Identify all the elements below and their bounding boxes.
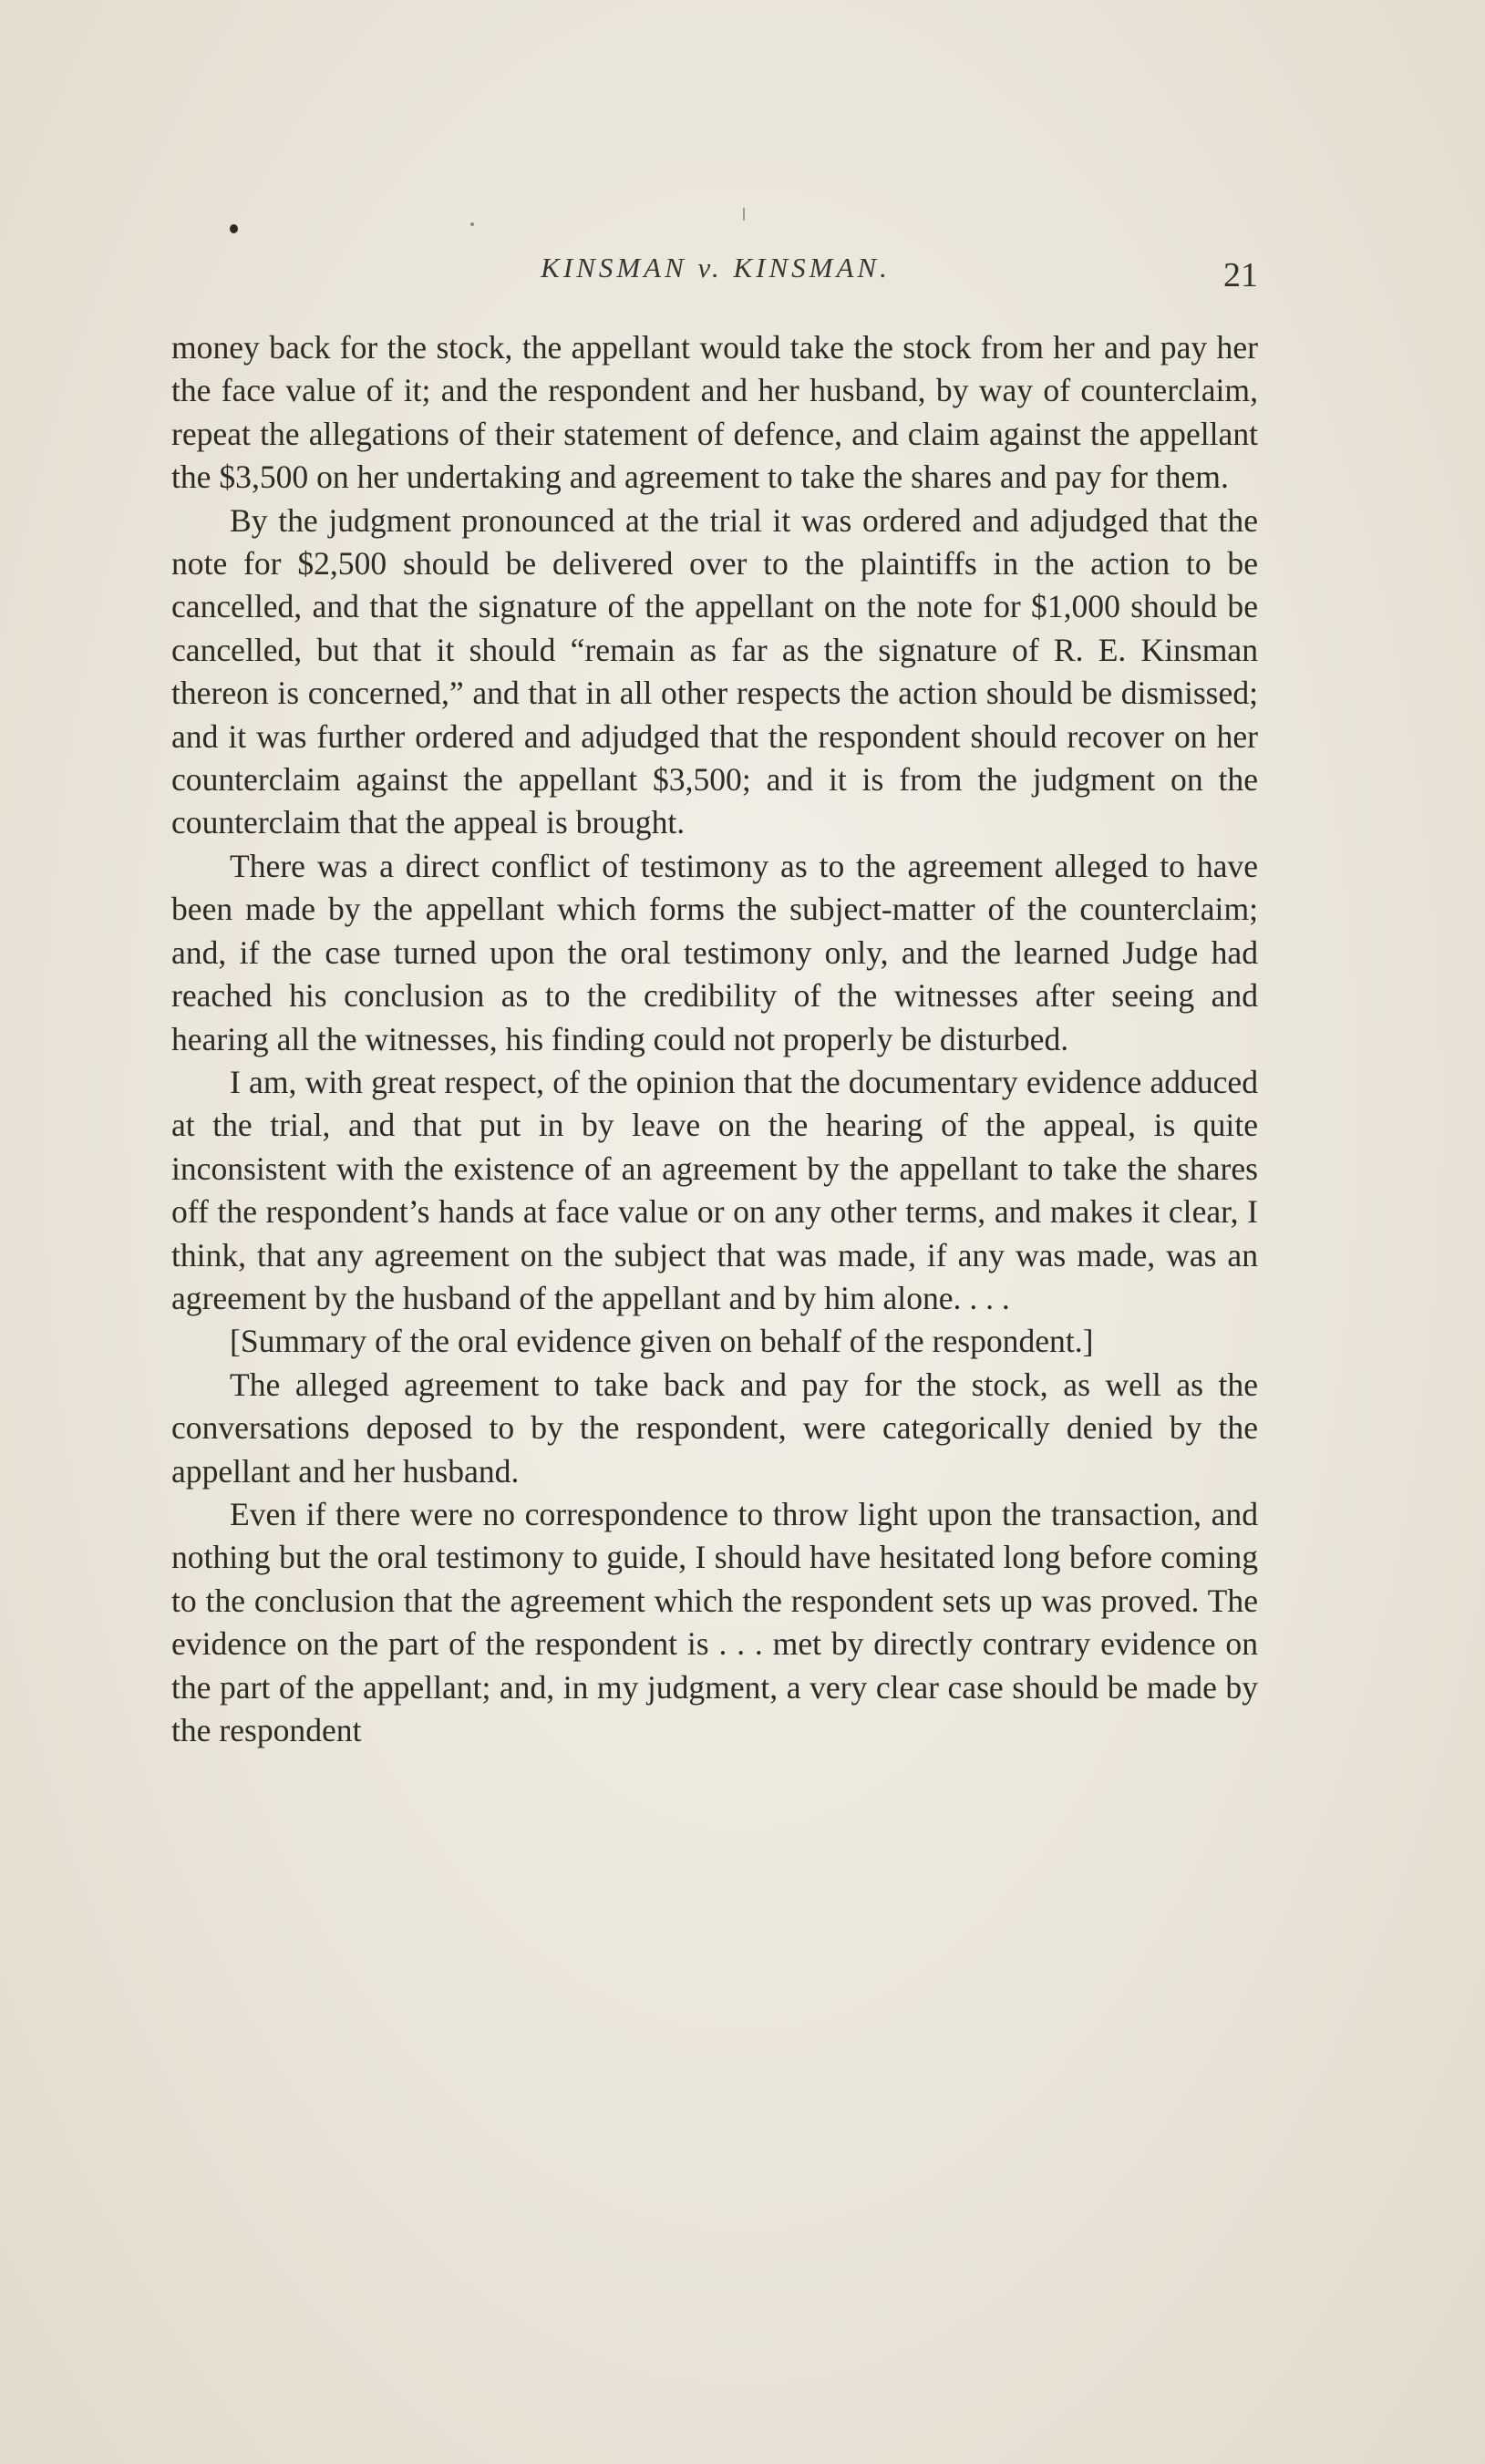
- page-header: [173, 246, 1258, 301]
- paragraph: There was a direct conflict of testimony as to the agreement alleged to have been made by the appellant which forms the subject-matter of the counterclaim; and, if the case turned upon the oral testimony only, and the learned Judge had reached his conclusion as to the credibility of the witnesses after seeing and hearing all the witnesses, his finding could not properly be disturbed.: [171, 847, 1258, 1057]
- ink-speck: [470, 222, 474, 226]
- ink-speck: [743, 208, 745, 221]
- ink-speck: [230, 224, 238, 233]
- paragraph: By the judgment pronounced at the trial it was ordered and adjudged that the note for $2,500 should be delivered over to the plaintiffs in the action to be cancelled, and that the signature of the appellant on the note for $1,000 should be cancelled, but that it should “remain as far as the signature of R. E. Kinsman thereon is concerned,” and that in all other respects the action should be dismissed; and it was further ordered and adjudged that the respondent should recover on her counterclaim against the appellant $3,500; and it is from the judgment on the counterclaim that the appeal is brought.: [171, 501, 1258, 841]
- paragraph: The alleged agreement to take back and pay for the stock, as well as the conversations deposed to by the respondent, were categorically denied by the appellant and her husband.: [171, 1366, 1258, 1490]
- paragraph: Even if there were no correspondence to throw light upon the transaction, and nothing but the oral testimony to guide, I should have hesitated long before coming to the conclusion that the agreement which the respondent sets up was proved. The evidence on the part of the respondent is . . . met by directly contrary evidence on the part of the appellant; and, in my judgment, a very clear case should be made by the respondent: [171, 1495, 1258, 1748]
- paragraph: I am, with great respect, of the opinion that the documentary evidence adduced at the trial, and that put in by leave on the hearing of the appeal, is quite inconsistent with the existence of an agreement by the appellant to take the shares off the respondent’s hands at face value or on any other terms, and makes it clear, I think, that any agreement on the subject that was made, if any was made, was an agreement by the husband of the appellant and by him alone. . . .: [171, 1063, 1258, 1316]
- body-text: [171, 326, 1258, 1752]
- paragraph-continuation: money back for the stock, the appellant would take the stock from her and pay her the face value of it; and the respondent and her husband, by way of counterclaim, repeat the allegations of their statement of defence, and claim against the appellant the $3,500 on her undertaking and agreement to take the shares and pay for them.: [171, 329, 1258, 496]
- running-title: KINSMAN v. KINSMAN.: [541, 252, 891, 284]
- page-number: 21: [1223, 256, 1258, 294]
- editorial-note: [Summary of the oral evidence given on behalf of the respondent.]: [230, 1323, 1094, 1360]
